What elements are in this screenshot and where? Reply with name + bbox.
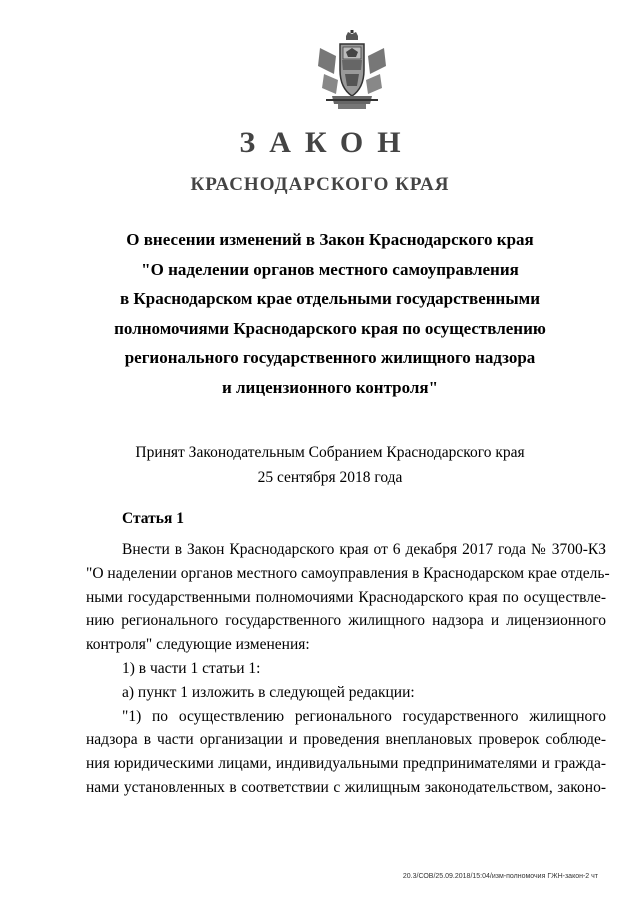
- document-heading: [70, 225, 590, 402]
- krasnodar-coat-of-arms-icon: [312, 30, 392, 110]
- adoption-date: 25 сентября 2018 года: [257, 469, 403, 486]
- heading-line: "О наделении органов местного самоуправления: [141, 259, 519, 279]
- law-subtitle: КРАСНОДАРСКОГО КРАЯ: [190, 174, 450, 195]
- body-line: Внести в Закон Краснодарского края от 6 декабря 2017 года № 3700-КЗ: [122, 541, 606, 558]
- article-title: Статья 1: [122, 510, 184, 527]
- footer-file-reference: 20.3/СОВ/25.09.2018/15:04/изм-полномочия ГЖН-закон-2 чт: [402, 873, 598, 880]
- body-line: ными государственными полномочиями Краснодарского края по осуществле-: [86, 588, 606, 606]
- heading-line: регионального государственного жилищного надзора: [124, 348, 536, 367]
- body-line: нами установленных в соответствии с жилищным законодательством, законо-: [86, 778, 606, 796]
- heading-line: и лицензионного контроля": [221, 377, 439, 397]
- body-line: надзора в части организации и проведения внеплановых проверок соблюде-: [86, 731, 606, 749]
- body-line: нию регионального государственного жилищного надзора и лицензионного: [86, 612, 606, 630]
- heading-line: О внесении изменений в Закон Краснодарского края: [126, 230, 534, 249]
- body-line: 1) в части 1 статьи 1:: [122, 659, 261, 677]
- body-line: а) пункт 1 изложить в следующей редакции:: [122, 683, 415, 701]
- article-body: [86, 538, 610, 800]
- heading-line: в Краснодарском крае отдельными государственными: [119, 289, 540, 308]
- adoption-line: Принят Законодательным Собранием Краснодарского края: [135, 444, 525, 461]
- heading-line: полномочиями Краснодарского края по осуществлению: [114, 318, 546, 338]
- body-line: "1) по осуществлению регионального государственного жилищного: [122, 707, 606, 725]
- law-title: ЗАКОН: [239, 126, 415, 159]
- adoption-note: [70, 440, 590, 490]
- body-line: ния юридическими лицами, индивидуальными предпринимателями и гражда-: [86, 755, 606, 773]
- body-line: контроля" следующие изменения:: [86, 636, 310, 654]
- body-line: "О наделении органов местного самоуправления в Краснодарском крае отдель-: [86, 564, 610, 582]
